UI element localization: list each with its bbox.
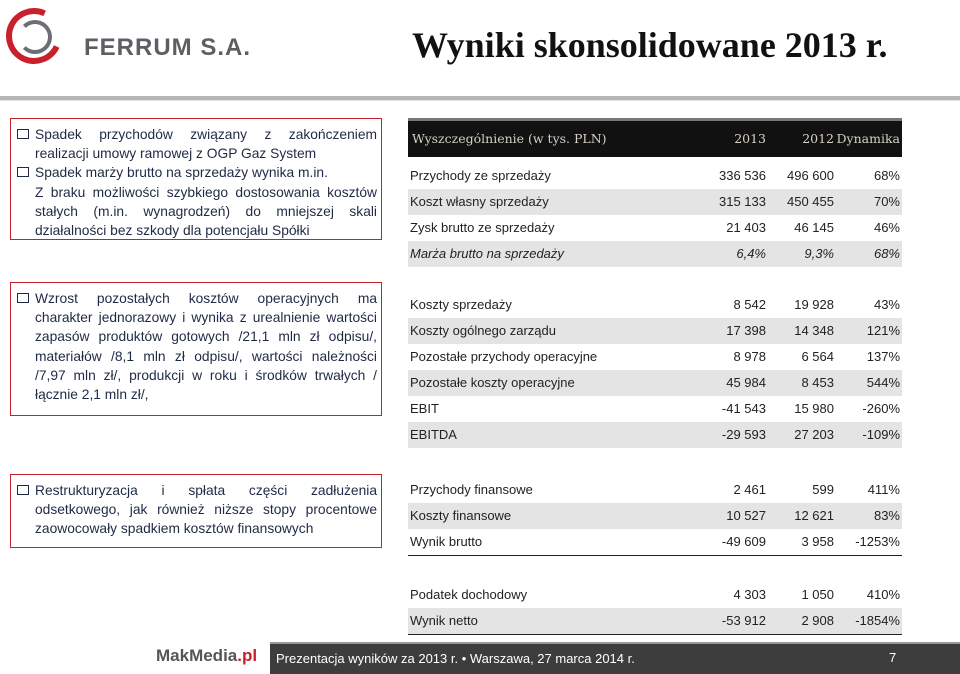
table-row: [408, 582, 902, 608]
table-row: [408, 396, 902, 422]
footer-logo-main: MakMedia: [156, 646, 238, 665]
cell-dynamics: 68%: [873, 168, 900, 183]
cell-dynamics: 83%: [873, 508, 900, 523]
table-row: [408, 318, 902, 344]
row-label: Przychody ze sprzedaży: [410, 168, 551, 183]
note-item: [17, 183, 377, 241]
note-text: Wzrost pozostałych kosztów operacyjnych ma charakter jednorazowy i wynika z urealnienie wartości zapasów produktów gotowych /21,1 mln zł odpisu/, materiałów /8,1 mln zł odpisu/, wartości należności /7,97 mln zł/, produkcji w roku i środków trwałych /łącznie 2,1 mln zł/,: [35, 291, 377, 403]
cell-dynamics: 46%: [873, 220, 900, 235]
row-label: Koszty sprzedaży: [410, 297, 512, 312]
logo-inner-ring-icon: [18, 20, 52, 54]
row-label: Wynik brutto: [410, 534, 483, 549]
note-item: [17, 125, 377, 163]
row-label: Pozostałe koszty operacyjne: [410, 375, 575, 390]
cell-2012: 46 145: [794, 220, 834, 235]
footer-logo-suffix: .pl: [237, 646, 258, 665]
checkbox-bullet-icon: [17, 293, 29, 303]
header-col-dynamics: Dynamika: [836, 131, 900, 146]
checkbox-bullet-icon: [17, 485, 29, 495]
cell-2013: 8 978: [733, 349, 766, 364]
row-label: Zysk brutto ze sprzedaży: [410, 220, 555, 235]
row-label: Koszty finansowe: [410, 508, 512, 523]
header-label: Wyszczególnienie (w tys. PLN): [412, 131, 607, 146]
cell-2012: 15 980: [794, 401, 834, 416]
cell-dynamics: -1854%: [855, 613, 900, 628]
footer-text: Prezentacja wyników za 2013 r. • Warszawa, 27 marca 2014 r.: [276, 651, 635, 666]
cell-2013: 4 303: [733, 587, 766, 602]
cell-2013: 10 527: [726, 508, 766, 523]
cell-dynamics: 121%: [866, 323, 900, 338]
header-divider-shadow: [0, 100, 960, 101]
cell-dynamics: -109%: [862, 427, 900, 442]
cell-2013: 315 133: [719, 194, 766, 209]
checkbox-bullet-icon: [17, 167, 29, 177]
cell-2013: 8 542: [733, 297, 766, 312]
row-label: EBITDA: [410, 427, 457, 442]
table-row: [408, 215, 902, 241]
cell-dynamics: 137%: [866, 349, 900, 364]
notes-box-financial-costs: [10, 474, 382, 548]
table-row: [408, 344, 902, 370]
cell-dynamics: -260%: [862, 401, 900, 416]
company-logo: [4, 6, 304, 72]
cell-2012: 12 621: [794, 508, 834, 523]
table-row: [408, 189, 902, 215]
logo-text: FERRUM S.A.: [84, 34, 251, 61]
table-row: [408, 529, 902, 556]
header-col-2012: 2012: [802, 131, 834, 146]
table-row: [408, 503, 902, 529]
cell-2013: 45 984: [726, 375, 766, 390]
note-item: [17, 289, 377, 404]
table-row: [408, 292, 902, 318]
row-label: Koszt własny sprzedaży: [410, 194, 549, 209]
checkbox-bullet-icon: [17, 129, 29, 139]
cell-dynamics: 411%: [867, 482, 900, 497]
page-title: Wyniki skonsolidowane 2013 r.: [412, 25, 888, 65]
cell-2013: 336 536: [719, 168, 766, 183]
results-table-financial: [408, 477, 902, 556]
row-label: Przychody finansowe: [410, 482, 533, 497]
row-label: EBIT: [410, 401, 439, 416]
note-item: [17, 163, 377, 182]
cell-2013: 2 461: [733, 482, 766, 497]
cell-2013: 21 403: [726, 220, 766, 235]
table-row: [408, 241, 902, 267]
header-col-2013: 2013: [734, 131, 766, 146]
note-text: Spadek przychodów związany z zakończeniem realizacji umowy ramowej z OGP Gaz System: [35, 127, 377, 162]
table-row: [408, 370, 902, 396]
cell-dynamics: 68%: [873, 246, 900, 261]
cell-2013: -49 609: [721, 534, 766, 549]
row-label: Podatek dochodowy: [410, 587, 528, 602]
cell-dynamics: 70%: [873, 194, 900, 209]
cell-2012: 6 564: [801, 349, 834, 364]
notes-box-revenue: [10, 118, 382, 240]
note-text: Restrukturyzacja i spłata części zadłużenia odsetkowego, jak również niższe stopy procentowe zaowocowały spadkiem kosztów finansowych: [35, 483, 377, 537]
cell-2012: 14 348: [794, 323, 834, 338]
cell-2013: -53 912: [721, 613, 766, 628]
footer-logo: [156, 646, 257, 666]
table-row: [408, 422, 902, 448]
cell-dynamics: -1253%: [855, 534, 900, 549]
cell-2012: 3 958: [801, 534, 834, 549]
table-row: [408, 608, 902, 635]
cell-2012: 19 928: [794, 297, 834, 312]
cell-dynamics: 43%: [873, 297, 900, 312]
cell-2012: 8 453: [801, 375, 834, 390]
page-number: 7: [889, 650, 897, 665]
note-text: Z braku możliwości szybkiego dostosowania kosztów stałych (m.in. wynagrodzeń) do mniejszej skali działalności bez szkody dla potencjału Spółki: [35, 184, 377, 239]
row-label: Wynik netto: [410, 613, 478, 628]
results-table-sales: [408, 118, 902, 267]
cell-2013: 6,4%: [736, 246, 766, 261]
notes-box-operating-costs: [10, 282, 382, 416]
table-row: [408, 163, 902, 189]
results-table-net: [408, 582, 902, 635]
table-header: [408, 118, 902, 157]
cell-2012: 2 908: [801, 613, 834, 628]
cell-2012: 450 455: [787, 194, 834, 209]
cell-2012: 27 203: [794, 427, 834, 442]
row-label: Koszty ogólnego zarządu: [410, 323, 556, 338]
cell-2013: -41 543: [721, 401, 766, 416]
cell-2013: -29 593: [721, 427, 766, 442]
cell-2012: 9,3%: [804, 246, 834, 261]
cell-dynamics: 544%: [866, 375, 900, 390]
note-text: Spadek marży brutto na sprzedaży wynika m.in.: [35, 165, 328, 181]
row-label: Pozostałe przychody operacyjne: [410, 349, 598, 364]
table-row: [408, 477, 902, 503]
cell-dynamics: 410%: [866, 587, 900, 602]
cell-2012: 599: [812, 482, 834, 497]
cell-2013: 17 398: [726, 323, 766, 338]
results-table-operating: [408, 292, 902, 448]
cell-2012: 1 050: [801, 587, 834, 602]
row-label: Marża brutto na sprzedaży: [410, 246, 564, 261]
note-item: [17, 481, 377, 539]
cell-2012: 496 600: [787, 168, 834, 183]
